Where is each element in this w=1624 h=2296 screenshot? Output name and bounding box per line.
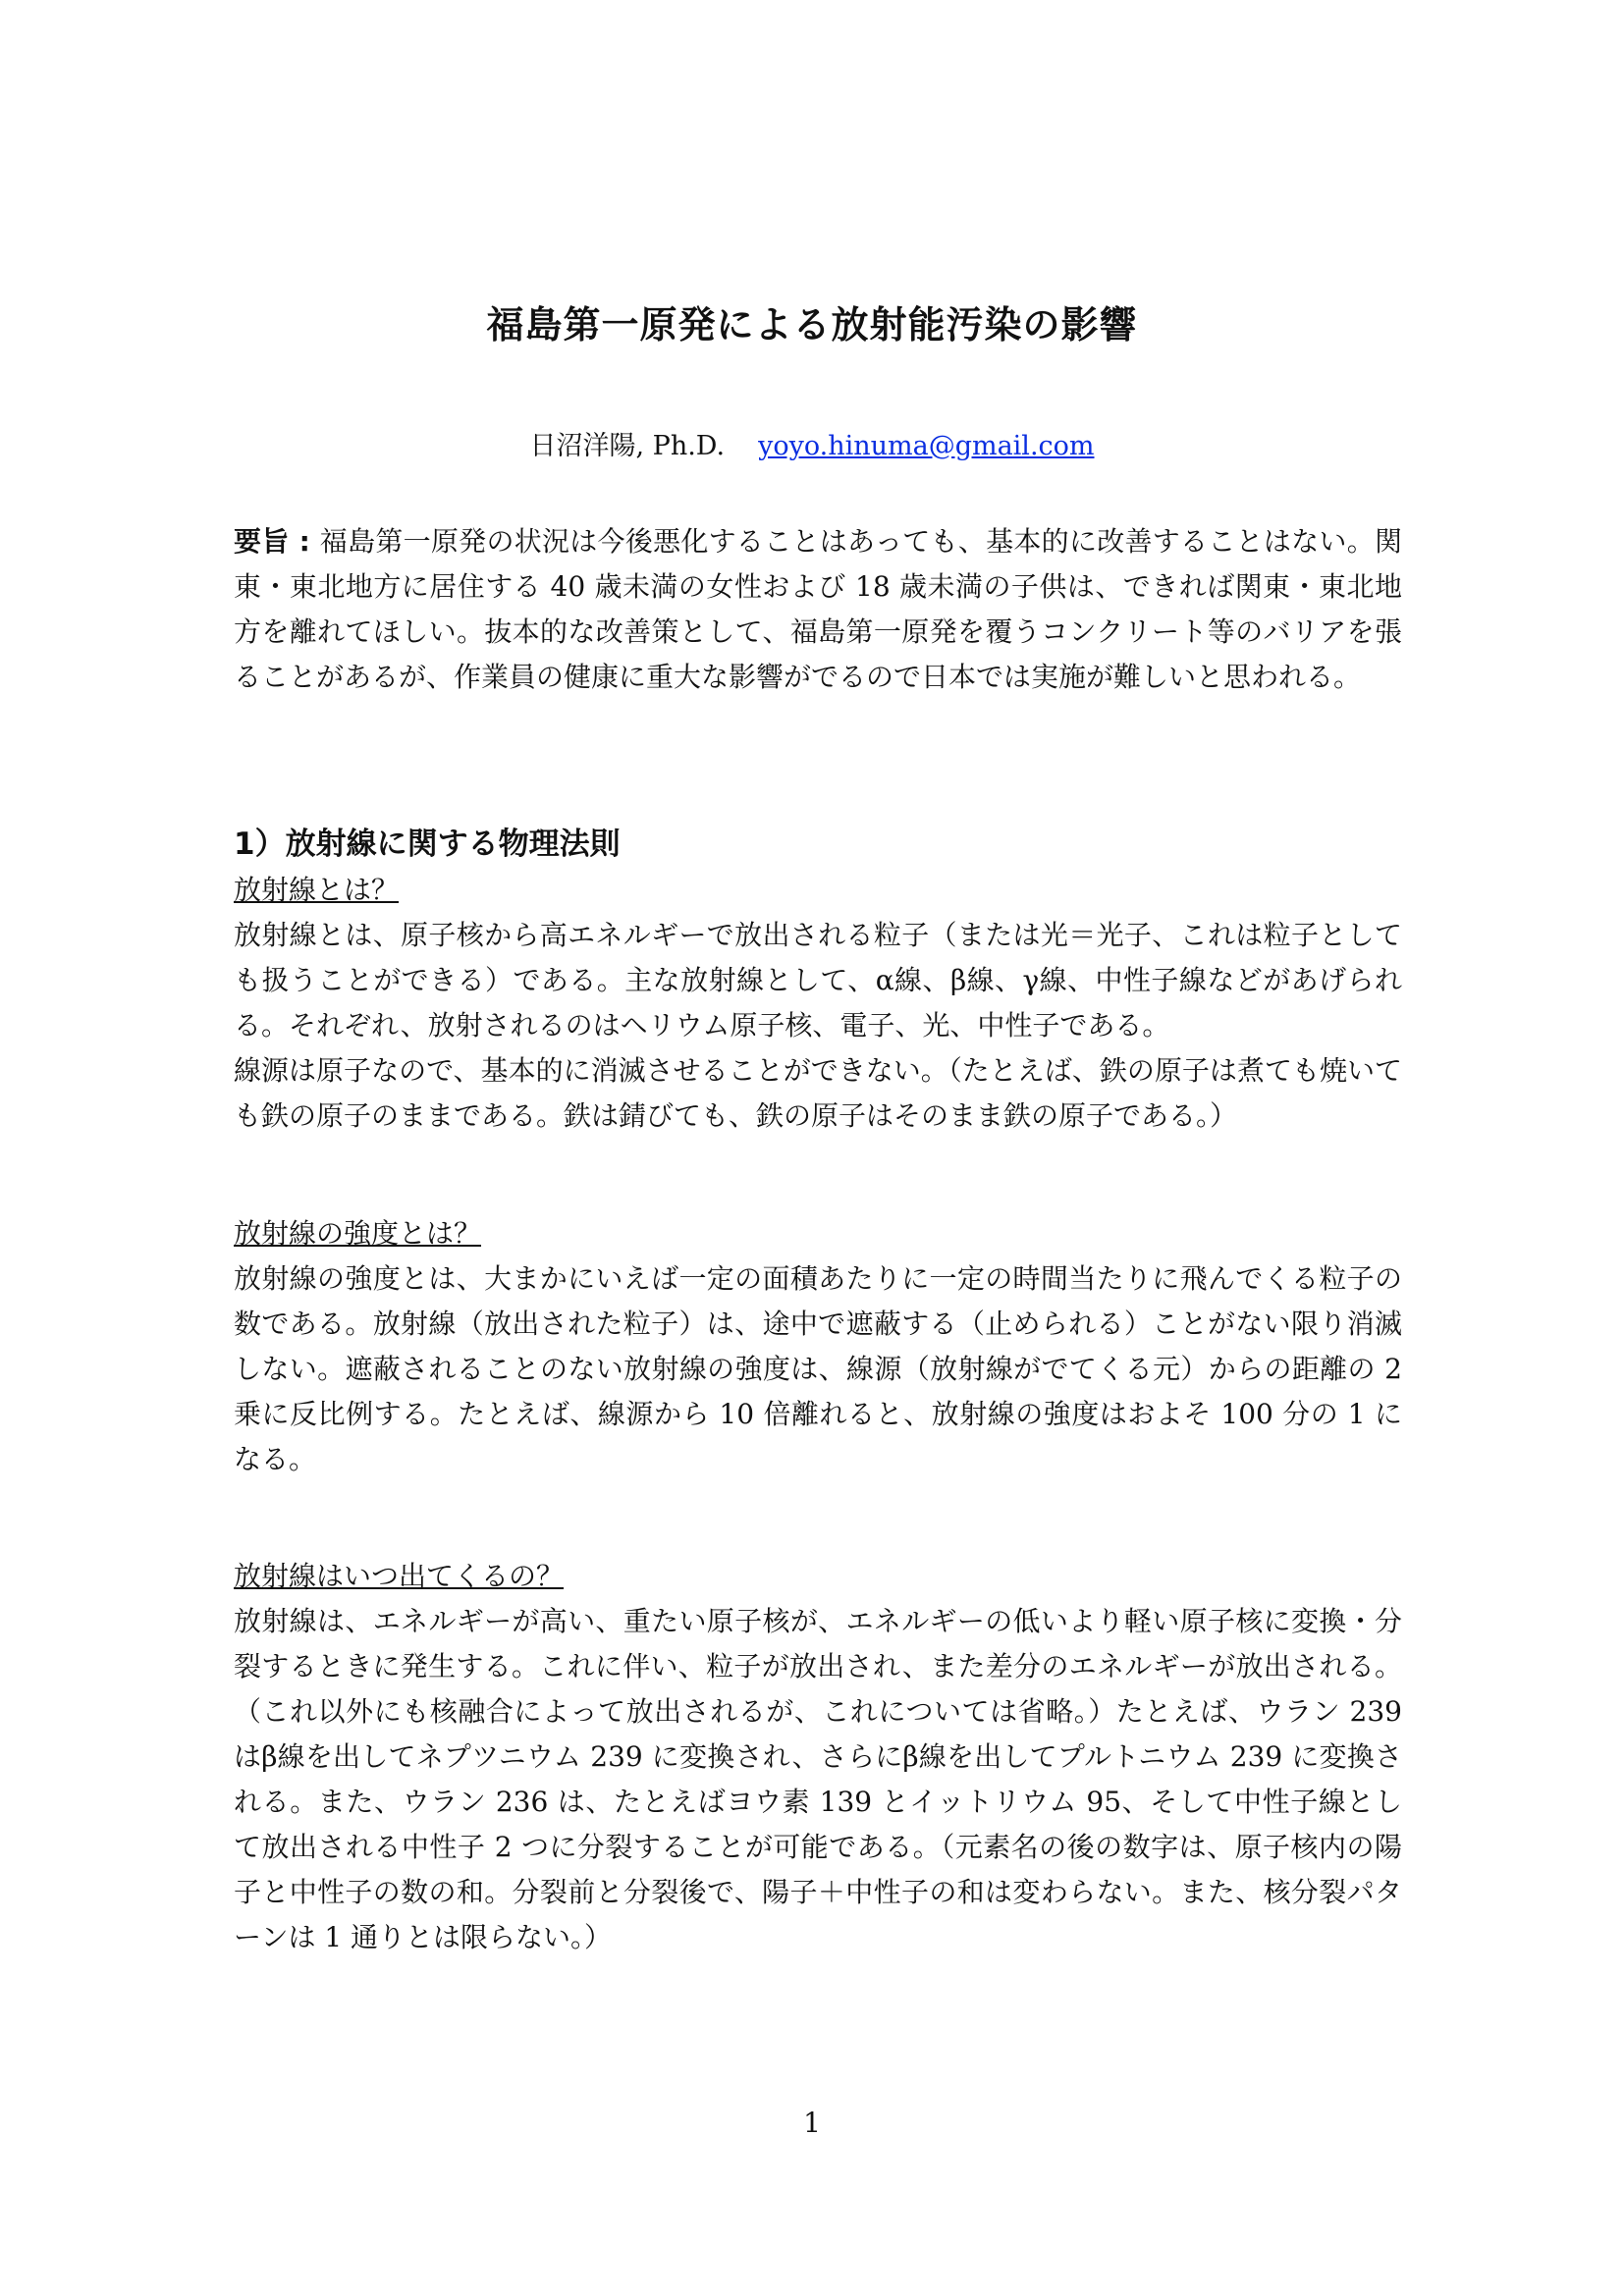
section-heading: 1）放射線に関する物理法則: [234, 827, 621, 862]
subsection-radiation-intensity: [234, 1211, 1402, 1482]
abstract-text: 福島第一原発の状況は今後悪化することはあっても、基本的に改善することはない。関東・東北地方に居住する 40 歳未満の女性および 18 歳未満の子供は、できれば関東・東北地方を離れてほしい。抜本的な改善策として、福島第一原発を覆うコンクリート等のバリアを張ることがあるが、作業員の健康に重大な影響がでるので日本では実施が難しいと思われる。: [234, 525, 1402, 693]
subsection-heading: 放射線の強度とは？: [234, 1217, 482, 1250]
paragraph: 放射線の強度とは、大まかにいえば一定の面積あたりに一定の時間当たりに飛んでくる粒子の数である。放射線（放出された粒子）は、途中で遮蔽する（止められる）ことがない限り消滅しない。遮蔽されることのない放射線の強度は、線源（放射線がでてくる元）からの距離の 2 乗に反比例する。たとえば、線源から 10 倍離れると、放射線の強度はおよそ 100 分の 1 になる。: [234, 1262, 1402, 1475]
subsection-what-is-radiation: [234, 868, 1402, 1139]
paragraph: 線源は原子なので、基本的に消滅させることができない。（たとえば、鉄の原子は煮ても焼いても鉄の原子のままである。鉄は錆びても、鉄の原子はそのまま鉄の原子である。）: [234, 1054, 1402, 1132]
page-number: 1: [803, 2107, 821, 2139]
subsection-heading: 放射線はいつ出てくるの？: [234, 1560, 565, 1592]
author-name: 日沼洋陽, Ph.D.: [529, 431, 726, 461]
author-line: [0, 424, 1624, 462]
abstract-label: 要旨 :: [234, 525, 320, 558]
author-email-link[interactable]: yoyo.hinuma@gmail.com: [758, 431, 1095, 461]
paragraph: 放射線とは、原子核から高エネルギーで放出される粒子（または光＝光子、これは粒子としても扱うことができる）である。主な放射線として、α線、β線、γ線、中性子線などがあげられる。それぞれ、放射されるのはヘリウム原子核、電子、光、中性子である。: [234, 919, 1402, 1041]
subsection-when-radiation-emitted: [234, 1554, 1402, 1960]
abstract: [234, 519, 1402, 700]
subsection-heading: 放射線とは？: [234, 874, 400, 906]
paragraph: 放射線は、エネルギーが高い、重たい原子核が、エネルギーの低いより軽い原子核に変換・分裂するときに発生する。これに伴い、粒子が放出され、また差分のエネルギーが放出される。（これ以外にも核融合によって放出されるが、これについては省略。）たとえば、ウラン 239 はβ線を出してネプツニウム 239 に変換され、さらにβ線を出してプルトニウム 239 に変換される。また、ウラン 236 は、たとえばヨウ素 139 とイットリウム 95、そして中性子線として放出される中性子 2 つに分裂することが可能である。（元素名の後の数字は、原子核内の陽子と中性子の数の和。分裂前と分裂後で、陽子＋中性子の和は変わらない。また、核分裂パターンは 1 通りとは限らない。）: [234, 1605, 1402, 1953]
document-title: 福島第一原発による放射能汚染の影響: [486, 303, 1138, 347]
